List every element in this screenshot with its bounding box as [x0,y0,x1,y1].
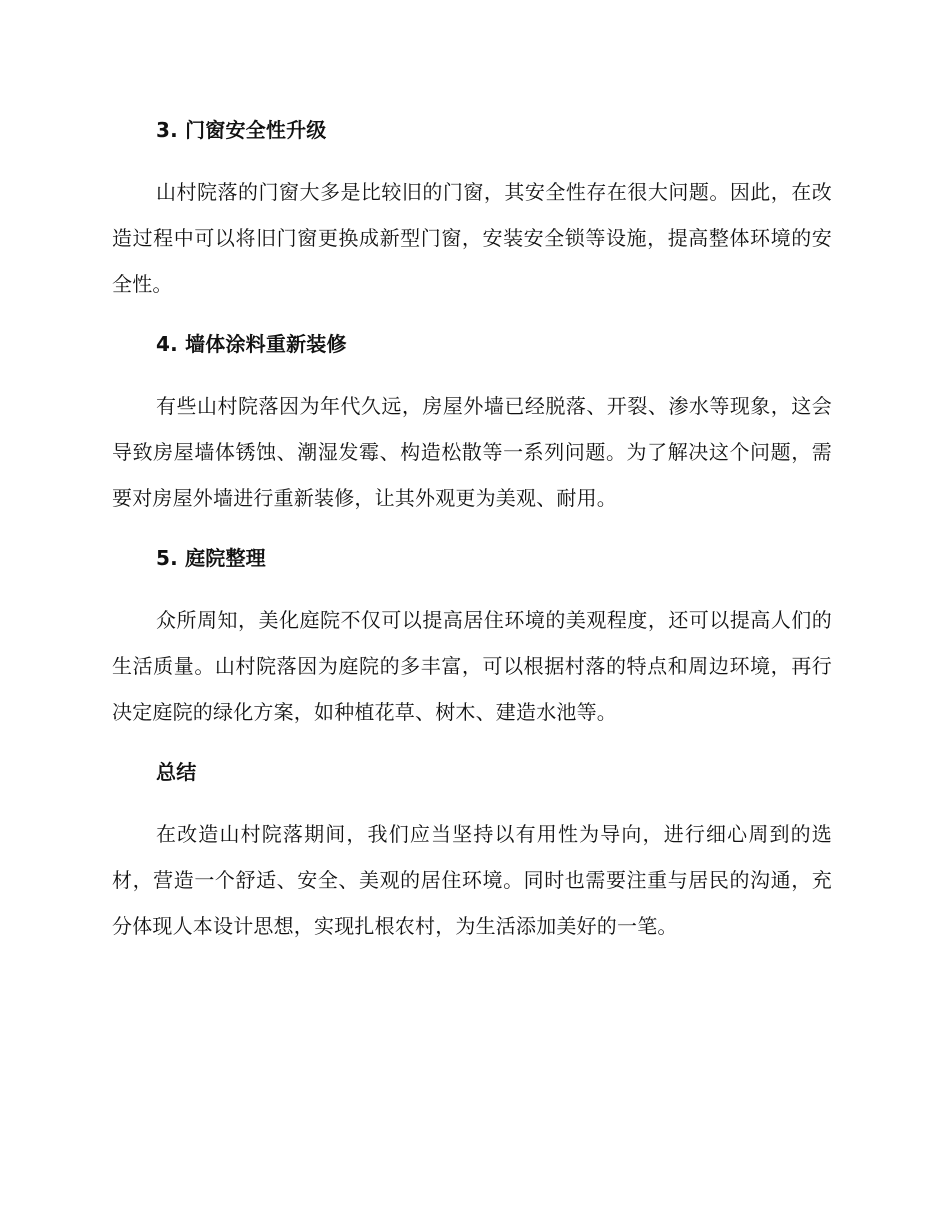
section-heading: 5. 庭院整理 [156,546,266,570]
section-paragraph: 在改造山村院落期间，我们应当坚持以有用性为导向，进行细心周到的选材，营造一个舒适、安全、美观的居住环境。同时也需要注重与居民的沟通，充分体现人本设计思想，实现扎根农村，为生活添加美好的一笔。 [112,822,832,938]
section-paragraph: 有些山村院落因为年代久远，房屋外墙已经脱落、开裂、渗水等现象，这会导致房屋墙体锈蚀、潮湿发霉、构造松散等一系列问题。为了解决这个问题，需要对房屋外墙进行重新装修，让其外观更为美观、耐用。 [112,394,832,510]
document-body [112,113,832,969]
section-door-window-security [112,113,832,307]
section-paragraph: 山村院落的门窗大多是比较旧的门窗，其安全性存在很大问题。因此，在改造过程中可以将旧门窗更换成新型门窗，安装安全锁等设施，提高整体环境的安全性。 [112,180,832,296]
section-summary [112,755,832,949]
section-heading: 总结 [156,760,197,784]
section-heading: 4. 墙体涂料重新装修 [156,332,347,356]
section-wall-coating-renovation [112,327,832,521]
section-paragraph: 众所周知，美化庭院不仅可以提高居住环境的美观程度，还可以提高人们的生活质量。山村院落因为庭院的多丰富，可以根据村落的特点和周边环境，再行决定庭院的绿化方案，如种植花草、树木、建造水池等。 [112,608,832,724]
section-heading: 3. 门窗安全性升级 [156,118,327,142]
section-courtyard-arrangement [112,541,832,735]
